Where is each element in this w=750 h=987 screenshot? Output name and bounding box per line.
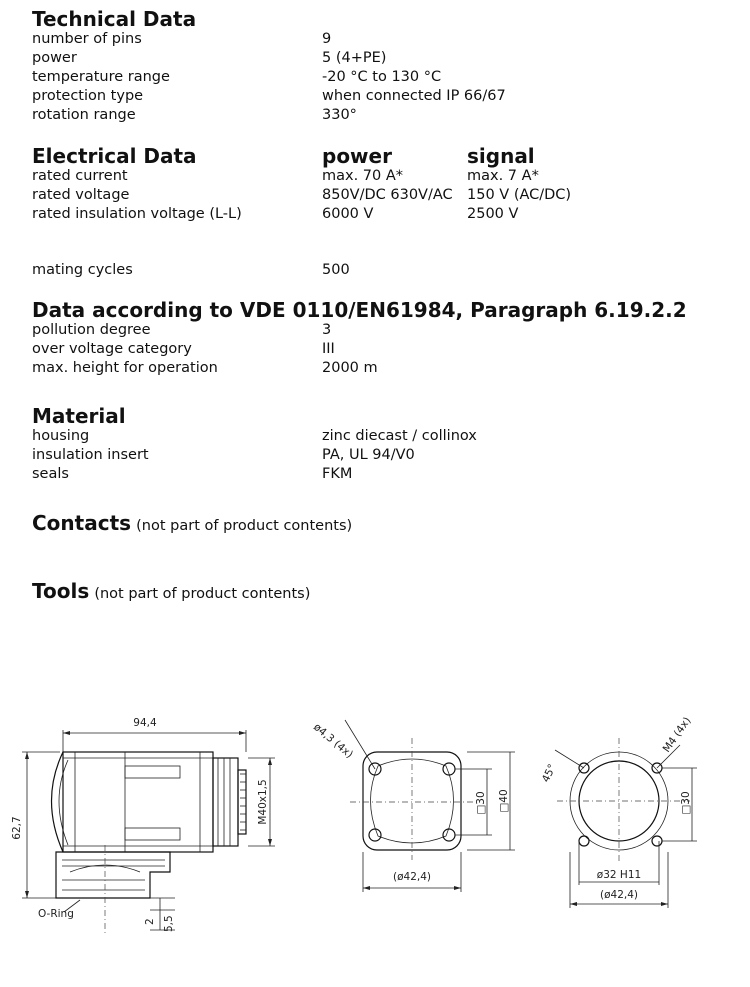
row-value: PA, UL 94/V0 xyxy=(322,447,415,463)
data-row xyxy=(32,446,732,465)
signal-value: max. 7 A* xyxy=(467,168,539,184)
data-row xyxy=(32,106,357,125)
tools-section xyxy=(32,580,732,602)
row-label: insulation insert xyxy=(32,447,149,463)
row-value: -20 °C to 130 °C xyxy=(322,69,442,85)
data-row xyxy=(32,30,332,49)
row-value: III xyxy=(322,341,335,357)
row-value: 2000 m xyxy=(322,360,378,376)
material-rows xyxy=(32,427,732,484)
data-row xyxy=(32,359,732,378)
data-row xyxy=(32,321,732,340)
mating-row xyxy=(32,261,732,280)
power-value: max. 70 A* xyxy=(322,168,404,184)
vde-rows xyxy=(32,321,732,378)
contacts-note: (not part of product contents) xyxy=(136,518,353,534)
technical-rows xyxy=(32,30,506,125)
row-label: rated insulation voltage (L-L) xyxy=(32,206,242,222)
flange1-holes: ø4,3 (4x) xyxy=(311,721,356,761)
row-value: FKM xyxy=(322,466,353,482)
row-label: temperature range xyxy=(32,69,170,85)
data-row xyxy=(32,340,732,359)
row-value: when connected IP 66/67 xyxy=(322,88,506,104)
material-section xyxy=(32,405,732,484)
row-label: protection type xyxy=(32,88,144,104)
electrical-title: Electrical Data xyxy=(32,144,197,168)
flange2-angle: 45° xyxy=(539,762,559,785)
signal-column-header: signal xyxy=(467,144,535,168)
row-value: zinc diecast / collinox xyxy=(322,428,477,444)
height-dimension: 62,7 xyxy=(11,816,23,840)
flange1-diameter: (ø42,4) xyxy=(393,871,431,883)
data-row xyxy=(32,186,732,205)
flange2-square: □30 xyxy=(680,791,692,815)
row-label: number of pins xyxy=(32,31,142,47)
technical-section xyxy=(32,7,506,125)
power-value: 850V/DC 630V/AC xyxy=(322,187,453,203)
flange-view-square xyxy=(311,720,515,892)
power-column-header: power xyxy=(322,144,392,168)
row-label: seals xyxy=(32,466,69,482)
signal-value: 2500 V xyxy=(467,206,519,222)
row-label: rated voltage xyxy=(32,187,130,203)
width-dimension: 94,4 xyxy=(133,717,157,729)
data-row xyxy=(32,427,732,446)
row-label: over voltage category xyxy=(32,341,192,357)
flange2-bore: ø32 H11 xyxy=(596,869,642,881)
electrical-section xyxy=(32,145,732,224)
power-value: 6000 V xyxy=(322,206,374,222)
material-title: Material xyxy=(32,404,126,428)
contacts-title: Contacts xyxy=(32,511,132,535)
contacts-section xyxy=(32,512,732,534)
technical-drawings xyxy=(0,700,750,987)
row-label: pollution degree xyxy=(32,322,151,338)
flange-view-round xyxy=(540,715,697,908)
data-row xyxy=(32,68,442,87)
vde-title: Data according to VDE 0110/EN61984, Paragraph 6.19.2.2 xyxy=(32,298,687,322)
row-value: 9 xyxy=(322,31,332,47)
flange2-diameter: (ø42,4) xyxy=(600,889,638,901)
dim-b: 5,5 xyxy=(163,915,175,932)
data-row xyxy=(32,49,387,68)
data-row xyxy=(32,167,732,186)
electrical-rows xyxy=(32,167,732,224)
row-value: 500 xyxy=(322,262,350,278)
row-value: 330° xyxy=(322,107,357,123)
dim-a: 2 xyxy=(144,918,156,925)
row-label: rated current xyxy=(32,168,128,184)
flange1-square-outer: □40 xyxy=(498,789,510,813)
flange2-thread: M4 (4x) xyxy=(660,714,694,755)
oring-label: O-Ring xyxy=(38,908,74,920)
signal-value: 150 V (AC/DC) xyxy=(467,187,572,203)
data-row xyxy=(32,87,506,106)
row-label: power xyxy=(32,50,77,66)
row-label: housing xyxy=(32,428,90,444)
row-value: 3 xyxy=(322,322,332,338)
row-label: rotation range xyxy=(32,107,136,123)
row-label: mating cycles xyxy=(32,262,133,278)
flange1-square-inner: □30 xyxy=(475,791,487,815)
vde-section xyxy=(32,299,732,378)
row-value: 5 (4+PE) xyxy=(322,50,387,66)
data-row xyxy=(32,465,732,484)
data-row xyxy=(32,205,732,224)
technical-title: Technical Data xyxy=(32,7,197,31)
thread-dimension: M40x1,5 xyxy=(257,779,269,825)
row-label: max. height for operation xyxy=(32,360,218,376)
side-view-drawing xyxy=(11,717,275,935)
tools-title: Tools xyxy=(32,579,90,603)
tools-note: (not part of product contents) xyxy=(94,586,311,602)
mating-section xyxy=(32,261,732,280)
